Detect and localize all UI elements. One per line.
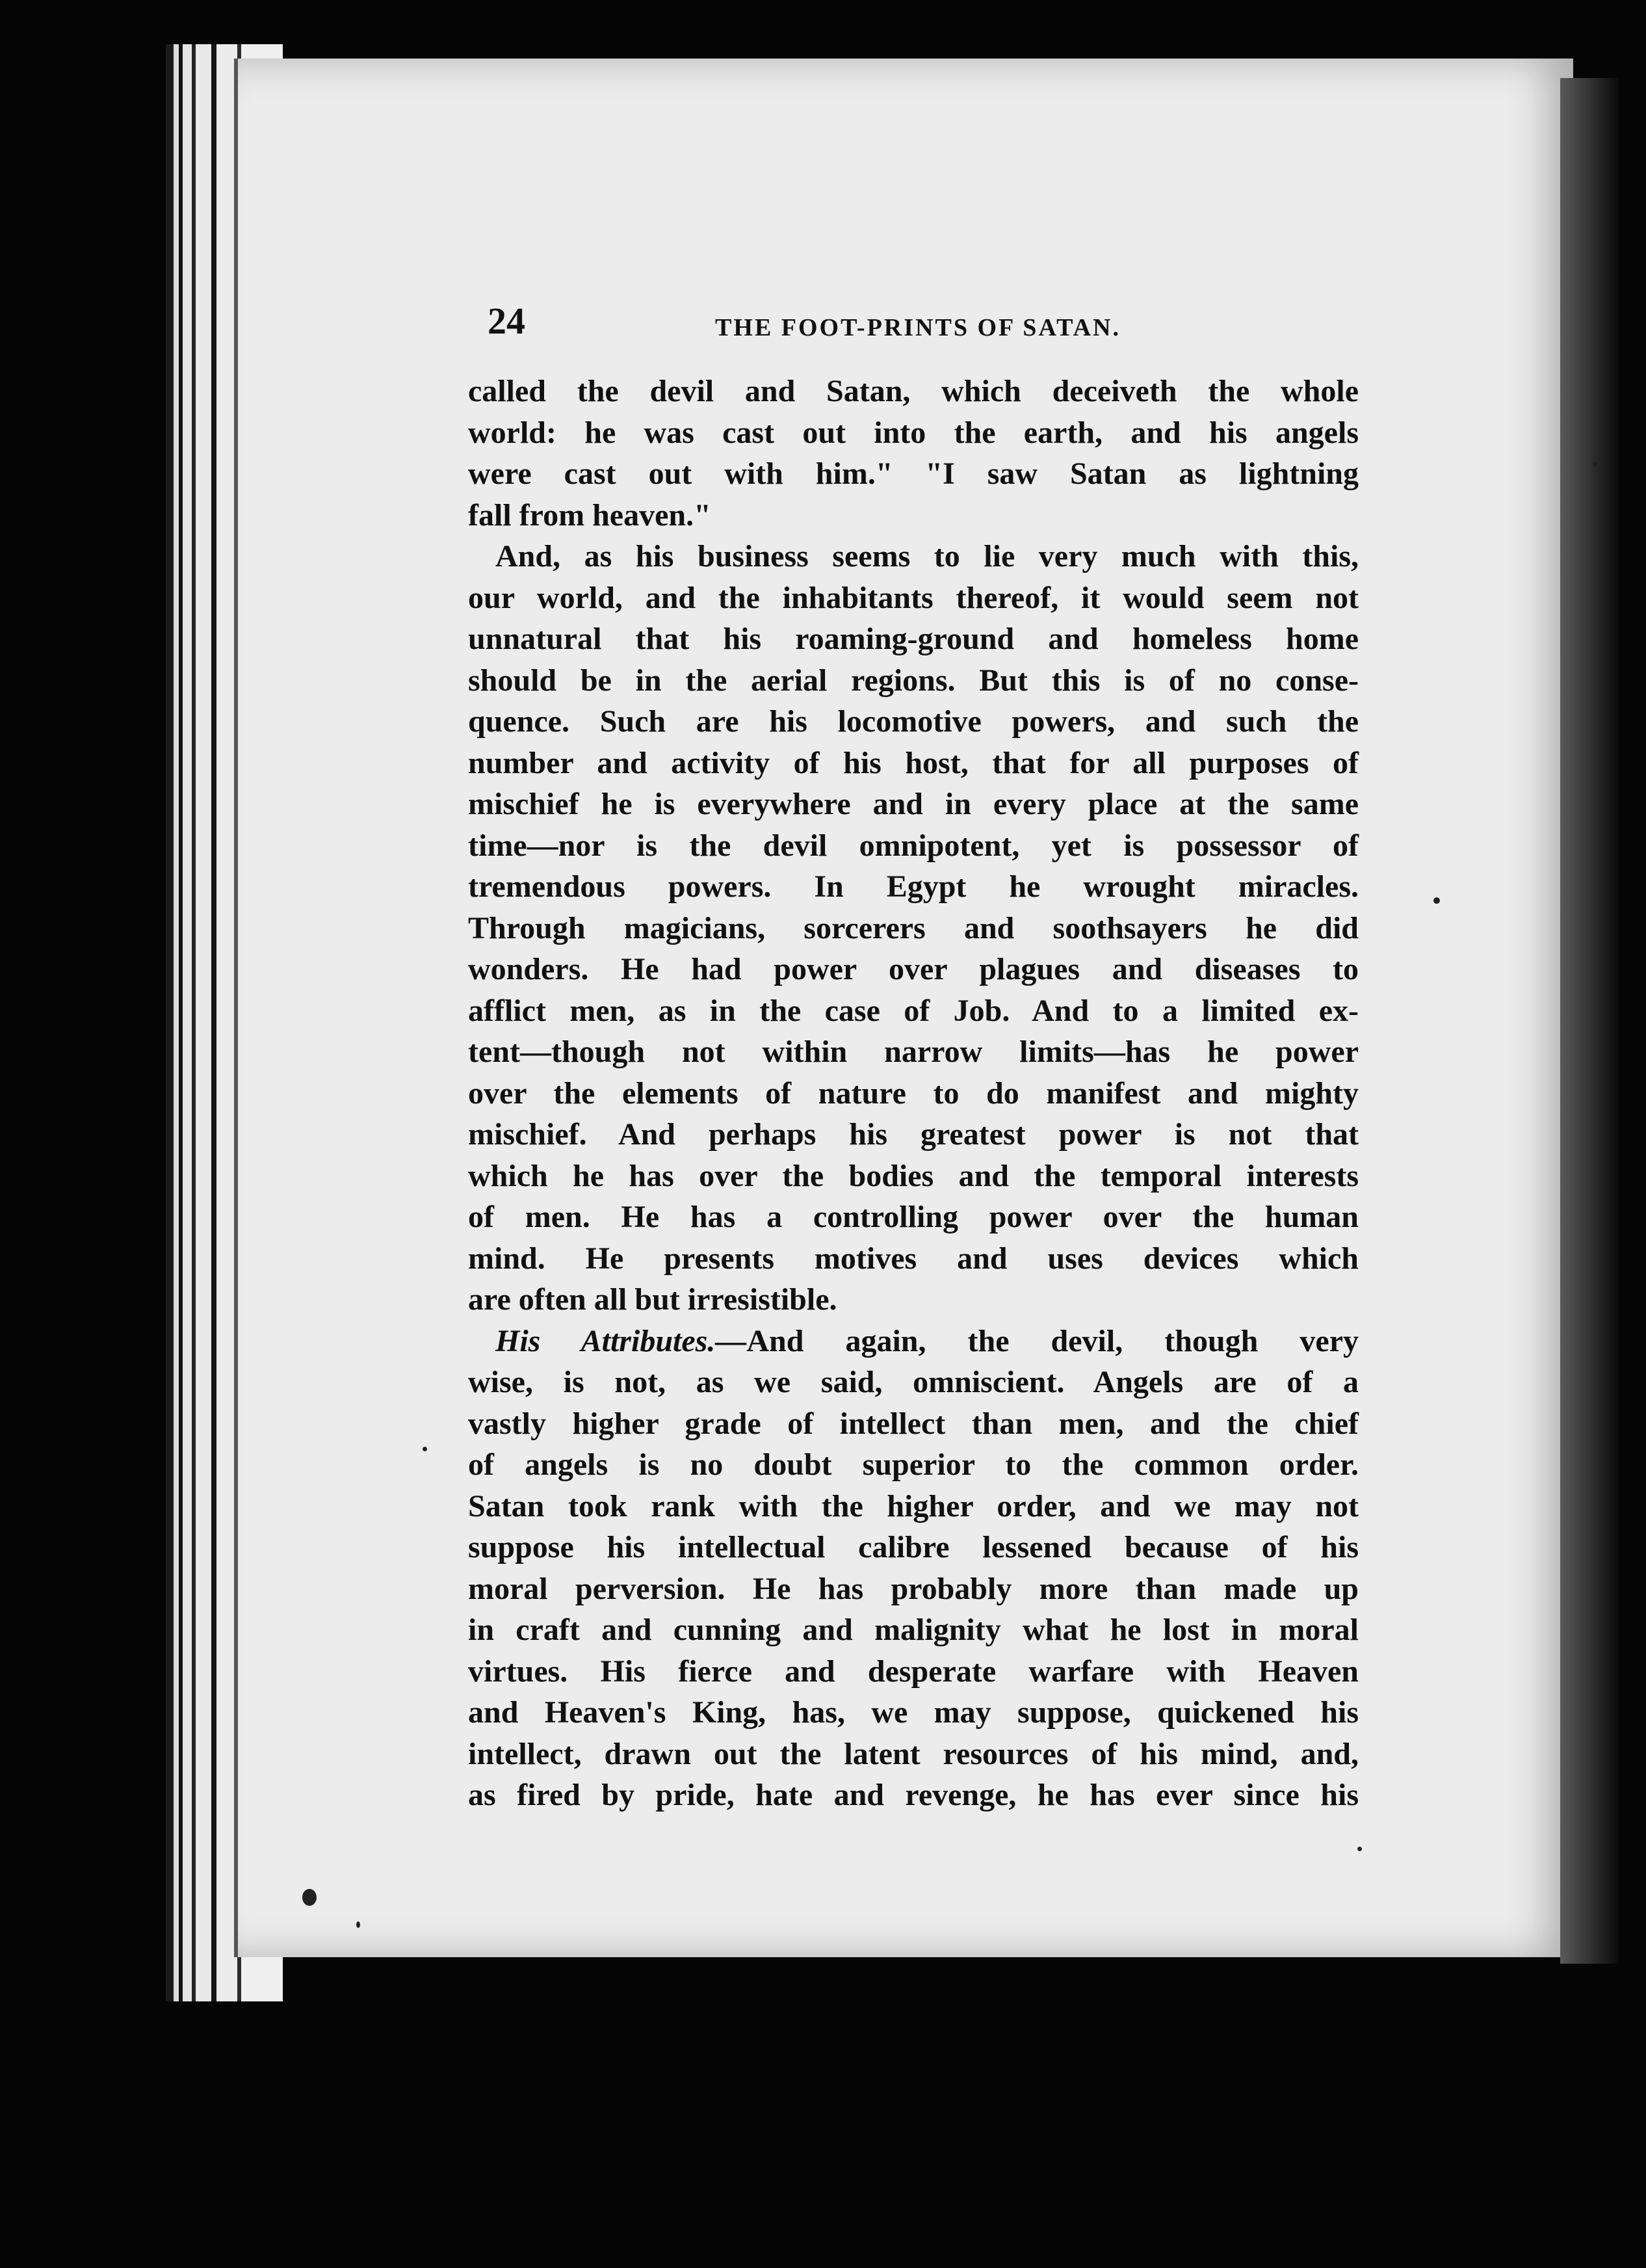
text-line: over the elements of nature to do manifest and mighty xyxy=(468,1075,1359,1111)
text-line: and Heaven's King, has, we may suppose, quickened his xyxy=(468,1695,1359,1730)
text-line: are often all but irresistible. xyxy=(468,1282,837,1317)
text-line: And, as his business seems to lie very much with this, xyxy=(495,539,1359,574)
text-line: Through magicians, sorcerers and soothsayers he did xyxy=(468,910,1359,945)
text-line: moral perversion. He has probably more than made up xyxy=(468,1571,1359,1606)
text-line: afflict men, as in the case of Job. And to a limited ex- xyxy=(468,993,1359,1028)
binding-shadow xyxy=(1560,78,1619,1964)
ink-speck xyxy=(1593,462,1598,467)
section-heading: His Attributes.— xyxy=(495,1323,747,1358)
text-line: number and activity of his host, that for all purposes of xyxy=(468,745,1359,780)
body-text xyxy=(468,371,1359,1816)
text-line: mischief he is everywhere and in every place at the same xyxy=(468,787,1359,821)
text-line: of men. He has a controlling power over the human xyxy=(468,1200,1359,1234)
text-line: fall from heaven." xyxy=(468,497,711,533)
text-line: mind. He presents motives and uses devices which xyxy=(468,1241,1359,1276)
ink-speck xyxy=(356,1921,360,1928)
paragraph-start-line xyxy=(468,536,1359,577)
text-line: time—nor is the devil omnipotent, yet is possessor of xyxy=(468,828,1359,863)
text-line: should be in the aerial regions. But this is of no conse- xyxy=(468,663,1359,698)
text-line: called the devil and Satan, which deceiveth the whole xyxy=(468,374,1359,408)
ink-speck xyxy=(302,1889,317,1906)
text-line: in craft and cunning and malignity what he lost in moral xyxy=(468,1613,1359,1647)
ink-speck xyxy=(1357,1847,1362,1851)
text-line: quence. Such are his locomotive powers, and such the xyxy=(468,704,1359,739)
page-number: 24 xyxy=(488,300,525,342)
text-line: of angels is no doubt superior to the common order. xyxy=(468,1447,1359,1482)
text-line: world: he was cast out into the earth, and his angels xyxy=(468,415,1359,450)
text-line: were cast out with him." "I saw Satan as lightning xyxy=(468,456,1359,491)
text-line: wise, is not, as we said, omniscient. Angels are of a xyxy=(468,1365,1359,1399)
text-line: Satan took rank with the higher order, and we may not xyxy=(468,1488,1359,1523)
ink-speck xyxy=(1433,897,1440,904)
running-title: THE FOOT-PRINTS OF SATAN. xyxy=(715,314,1121,341)
text-line: mischief. And perhaps his greatest power is not that xyxy=(468,1117,1359,1152)
paragraph-start-line xyxy=(468,1321,1359,1362)
text-line: vastly higher grade of intellect than men, and the chief xyxy=(468,1406,1359,1441)
text-line: virtues. His fierce and desperate warfare with Heaven xyxy=(468,1654,1359,1689)
text-line: tent—though not within narrow limits—has he power xyxy=(468,1035,1359,1069)
text-line: wonders. He had power over plagues and diseases to xyxy=(468,952,1359,986)
text-line: which he has over the bodies and the temporal interests xyxy=(468,1158,1359,1193)
text-line: intellect, drawn out the latent resources of his mind, and, xyxy=(468,1736,1359,1771)
text-line: our world, and the inhabitants thereof, it would seem not xyxy=(468,580,1359,615)
running-head xyxy=(488,299,1359,351)
text-line: suppose his intellectual calibre lessened because of his xyxy=(468,1530,1359,1564)
text-line: as fired by pride, hate and revenge, he has ever since his xyxy=(468,1778,1359,1812)
text-line: And again, the devil, though very xyxy=(746,1323,1359,1358)
text-line: unnatural that his roaming-ground and homeless home xyxy=(468,622,1359,656)
ink-speck xyxy=(423,1447,427,1451)
text-line: tremendous powers. In Egypt he wrought miracles. xyxy=(468,869,1359,904)
